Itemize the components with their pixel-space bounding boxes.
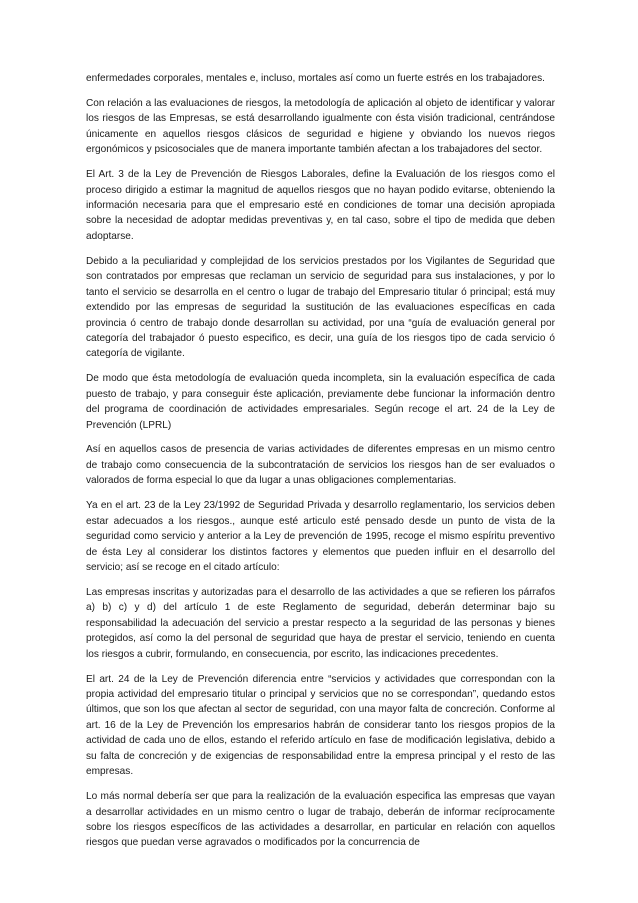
- paragraph-art-24-lprl: El art. 24 de la Ley de Prevención diferencia entre “servicios y actividades que correspondan con la propia actividad del empresario titular o principal y servicios que no se correspondan”, quedando estos últimos, que son los que afectan al sector de seguridad, con una mayor falta de concreción. Conforme al art. 16 de la Ley de Prevención los empresarios habrán de considerar tanto los riesgos propios de la actividad de cada uno de ellos, estando el referido artículo en fase de modificación legislativa, debido a su falta de concreción y de exigencias de responsabilidad entre la empresa principal y el resto de las empresas.: [86, 673, 555, 778]
- paragraph-art-23-ley-23-1992: Ya en el art. 23 de la Ley 23/1992 de Seguridad Privada y desarrollo reglamentario, los servicios deben estar adecuados a los riesgos., aunque esté articulo esté pensado desde un punto de vista de la seguridad como servicio y anterior a la Ley de prevención de 1995, recoge el mismo espíritu preventivo de ésta Ley al considerar los distintos factores y elementos que pueden influir en el desarrollo del servicio; así se recoge en el citado artículo:: [86, 500, 555, 574]
- document-page: [86, 71, 555, 851]
- paragraph-specific-evaluation: Lo más normal debería ser que para la realización de la evaluación especifica las empresas que vayan a desarrollar actividades en un mismo centro o lugar de trabajo, deberán de informar recíprocamente sobre los riesgos específicos de las actividades a desarrollar, en particular en relación con aquellos riesgos que puedan verse agravados o modificados por la concurrencia de: [86, 791, 555, 849]
- paragraph-incomplete-methodology: De modo que ésta metodología de evaluación queda incompleta, sin la evaluación específica de cada puesto de trabajo, y para conseguir éste aplicación, previamente debe funcionar la información dentro del programa de coordinación de actividades empresariales. Según recoge el art. 24 de la Ley de Prevención (LPRL): [86, 373, 555, 431]
- paragraph-art-3-lprl: El Art. 3 de la Ley de Prevención de Riesgos Laborales, define la Evaluación de los riesgos como el proceso dirigido a estimar la magnitud de aquellos riesgos que no hayan podido evitarse, obteniendo la información necesaria para que el empresario esté en condiciones de tomar una decisión apropiada sobre la necesidad de adoptar medidas preventivas y, en tal caso, sobre el tipo de medida que deben adoptarse.: [86, 169, 555, 242]
- paragraph-occupational-diseases: enfermedades corporales, mentales e, incluso, mortales así como un fuerte estrés en los trabajadores.: [86, 73, 545, 84]
- paragraph-risk-evaluation-methodology: Con relación a las evaluaciones de riesgos, la metodología de aplicación al objeto de identificar y valorar los riesgos de las Empresas, se está desarrollando igualmente con ésta visión tradicional, centrándose únicamente en aquellos riesgos clásicos de seguridad e higiene y obviando los nuevos riegos ergonómicos y psicosociales que de manera importante también afectan a los trabajadores del sector.: [86, 97, 555, 156]
- paragraph-multiple-companies: Así en aquellos casos de presencia de varias actividades de diferentes empresas en un mismo centro de trabajo como consecuencia de la subcontratación de servicios los riesgos han de ser evaluados o valorados de forma especial lo que da lugar a unas obligaciones complementarias.: [86, 444, 555, 487]
- paragraph-regulation-quote: Las empresas inscritas y autorizadas para el desarrollo de las actividades a que se refieren los párrafos a) b) c) y d) del artículo 1 de este Reglamento de seguridad, deberán determinar bajo su responsabilidad la adecuación del servicio a prestar respecto a la seguridad de las personas y bienes protegidos, así como la del personal de seguridad que haya de prestar el servicio, teniendo en cuenta los riesgos a cubrir, formulando, en consecuencia, por escrito, las indicaciones precedentes.: [86, 586, 555, 660]
- paragraph-security-guards-services: Debido a la peculiaridad y complejidad de los servicios prestados por los Vigilantes de Seguridad que son contratados por empresas que reclaman un servicio de seguridad para sus instalaciones, y por lo tanto el servicio se desarrolla en el centro o lugar de trabajo del Empresario titular ó principal; está muy extendido por las empresas de seguridad la sustitución de las evaluaciones específicas en cada provincia ó centro de trabajo donde desarrollan su actividad, por una “guía de evaluación general por categoría del trabajador ó puesto especifico, es decir, una guía de los riesgos tipo de cada servicio ó categoría de vigilante.: [86, 255, 555, 360]
